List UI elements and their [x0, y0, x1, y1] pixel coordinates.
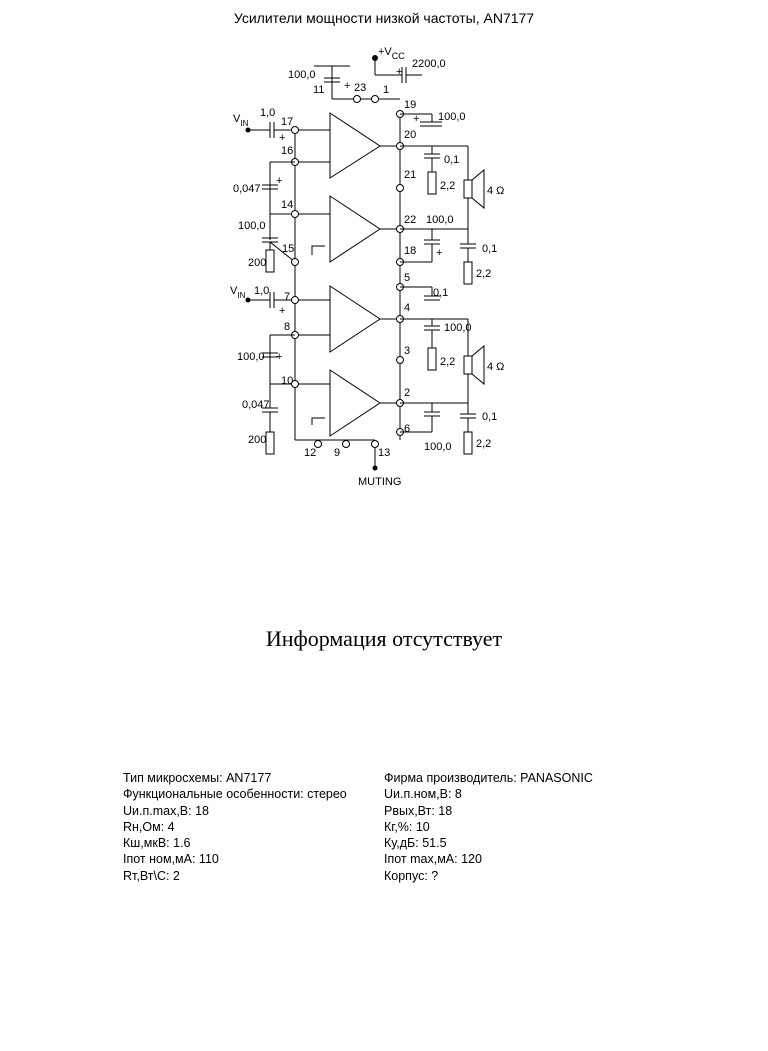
svg-text:+: + [396, 66, 403, 78]
svg-text:2,2: 2,2 [476, 268, 492, 280]
spec-line: Rн,Ом: 4 [123, 819, 175, 834]
spec-line: Фирма производитель: PANASONIC [384, 771, 593, 785]
svg-text:7: 7 [284, 291, 291, 303]
svg-text:100,0: 100,0 [424, 441, 452, 453]
svg-text:21: 21 [404, 169, 417, 181]
svg-text:2: 2 [404, 387, 411, 399]
svg-text:100,0: 100,0 [238, 220, 266, 232]
svg-text:2,2: 2,2 [476, 438, 492, 450]
spec-line: Iпот max,мА: 120 [384, 852, 482, 867]
amplifier-1 [330, 113, 380, 178]
svg-text:17: 17 [281, 116, 294, 128]
svg-text:0,1: 0,1 [433, 287, 449, 299]
spec-line: Ку,дБ: 51.5 [384, 836, 447, 851]
speaker-icon [472, 170, 484, 208]
spec-line: Rт,Вт\С: 2 [123, 868, 180, 883]
svg-text:100,0: 100,0 [426, 214, 454, 226]
spec-line: Кг,%: 10 [384, 819, 430, 834]
svg-text:1,0: 1,0 [254, 285, 270, 297]
svg-text:100,0: 100,0 [444, 322, 472, 334]
svg-text:+: + [276, 175, 283, 187]
page-title: Усилители мощности низкой частоты, AN7177 [233, 10, 535, 26]
amplifier-4 [330, 370, 380, 436]
svg-text:1: 1 [383, 84, 390, 96]
svg-text:8: 8 [284, 321, 291, 333]
svg-text:0,1: 0,1 [444, 154, 460, 166]
svg-text:2,2: 2,2 [440, 356, 456, 368]
svg-text:3: 3 [404, 345, 411, 357]
svg-text:0,1: 0,1 [482, 243, 498, 255]
svg-text:22: 22 [404, 214, 417, 226]
svg-text:5: 5 [404, 272, 411, 284]
svg-text:23: 23 [354, 82, 367, 94]
svg-text:100,0: 100,0 [237, 351, 265, 363]
specs-left [123, 770, 347, 884]
vcc-supply [373, 46, 446, 83]
svg-text:0,047: 0,047 [242, 399, 270, 411]
svg-text:+: + [279, 305, 286, 317]
svg-text:19: 19 [404, 99, 417, 111]
amplifier-3 [330, 286, 380, 352]
svg-text:0,047: 0,047 [233, 183, 261, 195]
svg-text:200: 200 [248, 434, 267, 446]
svg-text:1,0: 1,0 [260, 107, 276, 119]
svg-text:13: 13 [378, 447, 391, 459]
spec-line: Функциональные особенности: стерео [123, 787, 347, 802]
svg-text:11: 11 [313, 84, 325, 96]
svg-text:+VCC: $+V_{CC}$ [378, 46, 405, 61]
svg-text:VIN: $V_{IN}$ [230, 285, 246, 300]
svg-text:+: + [436, 247, 443, 259]
svg-text:20: 20 [404, 129, 417, 141]
spec-line: Кш,мкВ: 1.6 [123, 836, 191, 851]
svg-text:+: + [413, 113, 420, 125]
svg-text:6: 6 [404, 423, 411, 435]
svg-text:100,0: 100,0 [438, 111, 466, 123]
speaker-icon [472, 346, 484, 384]
svg-text:10: 10 [281, 375, 294, 387]
svg-text:2,2: 2,2 [440, 180, 456, 192]
svg-text:+: + [344, 80, 351, 92]
spec-line: Uи.п.max,В: 18 [123, 803, 209, 818]
amplifier-2 [330, 196, 380, 262]
svg-text:VIN: $V_{IN}$ [233, 113, 249, 128]
svg-text:14: 14 [281, 199, 294, 211]
svg-text:+: + [279, 132, 286, 144]
info-message: Информация отсутствует [265, 626, 503, 651]
svg-text:16: 16 [281, 145, 294, 157]
svg-text:9: 9 [334, 447, 341, 459]
cap-label: 2200,0 [412, 58, 446, 70]
spec-line: Uи.п.ном,В: 8 [384, 787, 462, 802]
svg-text:18: 18 [404, 245, 417, 257]
svg-text:0,1: 0,1 [482, 411, 498, 423]
svg-text:12: 12 [304, 447, 317, 459]
specs-right [384, 770, 593, 884]
svg-text:4 Ω: 4 Ω [487, 185, 505, 197]
svg-text:+: + [276, 351, 283, 363]
cap-label: 100,0 [288, 69, 316, 81]
spec-line: Pвых,Вт: 18 [384, 803, 453, 818]
spec-line: Тип микросхемы: AN7177 [123, 771, 272, 785]
spec-line: Корпус: ? [384, 868, 439, 883]
svg-text:200: 200 [248, 257, 267, 269]
spec-line: Iпот ном,мА: 110 [123, 852, 219, 867]
muting-label: MUTING [358, 476, 402, 488]
svg-text:4: 4 [404, 302, 411, 314]
svg-text:4 Ω: 4 Ω [487, 361, 505, 373]
svg-text:15: 15 [282, 243, 295, 255]
